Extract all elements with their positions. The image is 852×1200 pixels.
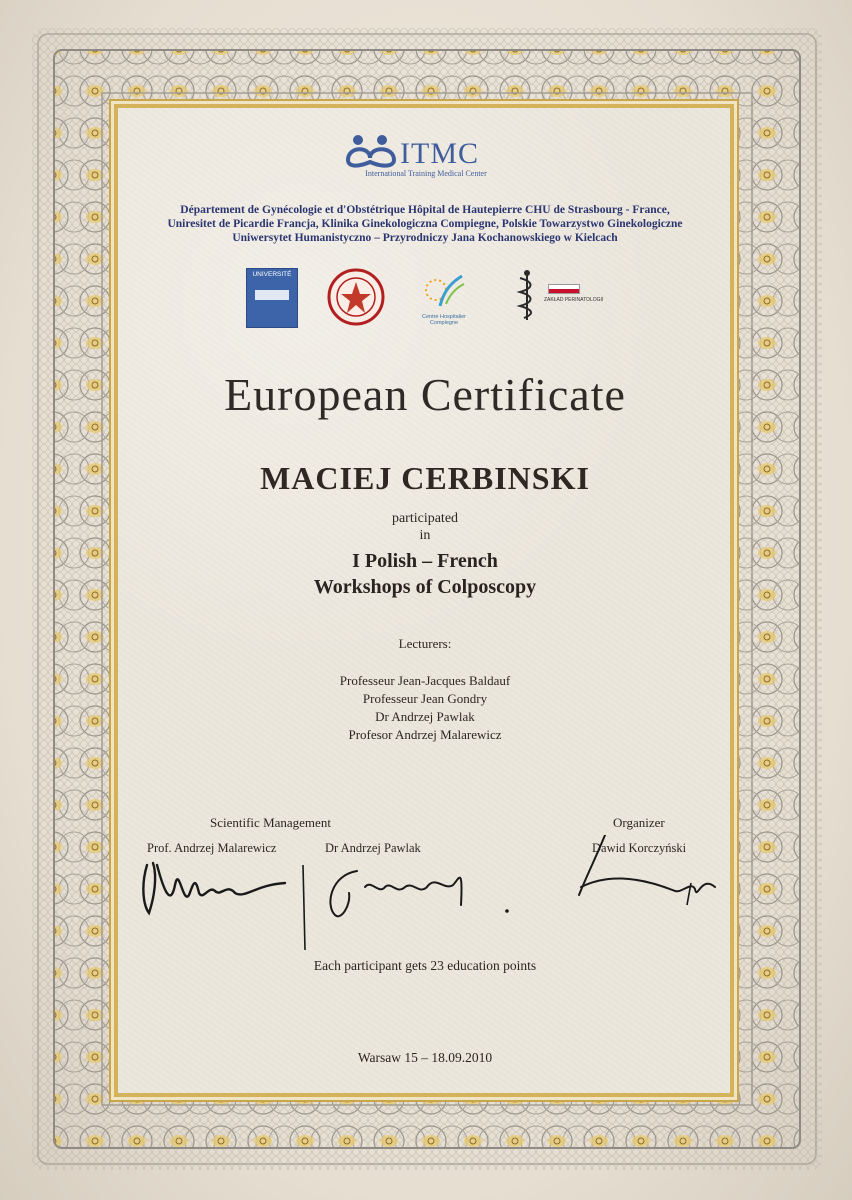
zaklad-caduceus-logo (512, 268, 542, 322)
university-logo-text: UNIVERSITÉ (252, 271, 292, 278)
participated-text: participated (391, 511, 459, 526)
lecturer-2: Professeur Jean Gondry (362, 691, 488, 706)
itmc-logo-text: ITMC (400, 137, 479, 170)
compiegne-logo-caption: Centre Hospitalier Compiegne (421, 314, 467, 326)
organizer-heading: Organizer (613, 815, 665, 830)
affiliation-line-1: Département de Gynécologie et d'Obstétrique Hôpital de Hautepierre CHU de Strasbourg - France, (180, 204, 670, 216)
lecturers-heading: Lecturers: (398, 636, 452, 651)
itmc-logo-subtitle: International Training Medical Center (365, 169, 487, 178)
lecturer-4: Profesor Andrzej Malarewicz (348, 727, 502, 742)
zaklad-logo-text: ZAKŁAD PERINATOLOGII (544, 297, 604, 303)
handwritten-signatures (135, 835, 725, 955)
signer-korczynski: Dawid Korczyński (592, 841, 687, 855)
zaklad-flag (548, 284, 580, 294)
recipient-name: MACIEJ CERBINSKI (260, 460, 590, 496)
course-title-line-2: Workshops of Colposcopy (313, 576, 537, 598)
signer-malarewicz: Prof. Andrzej Malarewicz (147, 841, 277, 855)
place-and-date: Warsaw 15 – 18.09.2010 (357, 1050, 493, 1065)
compiegne-hospital-logo (418, 270, 470, 314)
university-picardie-logo (246, 268, 298, 328)
scientific-management-heading: Scientific Management (210, 815, 331, 830)
certificate-title: European Certificate (224, 369, 626, 420)
course-title-line-1: I Polish – French (352, 550, 498, 572)
affiliation-line-2: Uniresitet de Picardie Francja, Klinika Ginekologiczna Compiegne, Polskie Towarzystwo Ginekologiczne (167, 218, 683, 230)
ptg-seal-logo (327, 268, 385, 326)
signer-pawlak: Dr Andrzej Pawlak (325, 841, 421, 855)
affiliation-line-3: Uniwersytet Humanistyczno – Przyrodniczy Jana Kochanowskiego w Kielcach (232, 232, 618, 244)
education-points-text: Each participant gets 23 education points (313, 958, 537, 973)
lecturer-3: Dr Andrzej Pawlak (375, 709, 475, 724)
in-text: in (419, 528, 431, 543)
lecturer-1: Professeur Jean-Jacques Baldauf (339, 673, 511, 688)
itmc-emblem-icon (344, 130, 398, 170)
